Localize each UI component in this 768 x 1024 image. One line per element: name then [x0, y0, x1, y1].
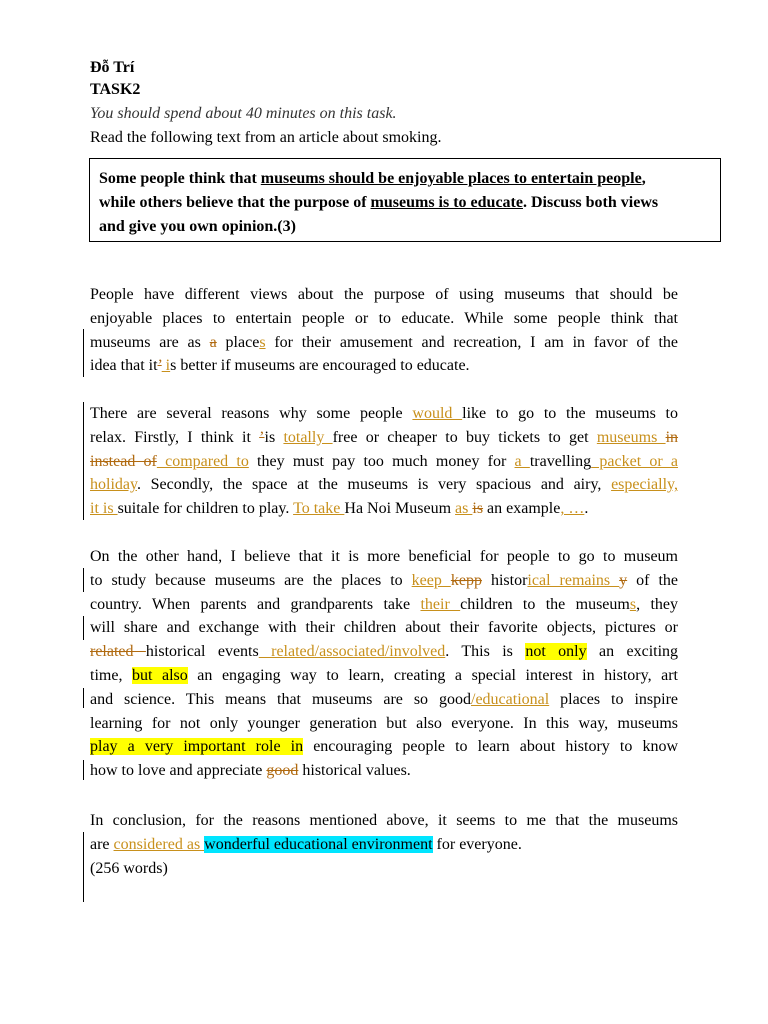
essay-text: country. When parents and grandparents take	[90, 595, 421, 613]
time-note: You should spend about 40 minutes on this task.	[90, 105, 397, 122]
word-count: (256 words)	[90, 859, 168, 877]
highlighted-text: wonderful educational environment	[204, 835, 433, 853]
inserted-text: especially,	[611, 476, 678, 494]
inserted-text: , …	[560, 500, 585, 518]
essay-paragraph-conclusion	[90, 809, 678, 880]
essay-text: historical events	[145, 643, 259, 661]
inserted-text: keep	[411, 571, 451, 589]
essay-paragraph-body-2	[90, 545, 678, 783]
deleted-text: is	[472, 500, 484, 518]
essay-text: encouraging people to learn about history to know	[303, 738, 679, 756]
inserted-text: compared to	[156, 452, 249, 470]
highlighted-text: play a very important role in	[90, 738, 304, 756]
essay-text: of the	[627, 571, 679, 589]
inserted-text: i	[161, 357, 171, 375]
prompt-line-2: while others believe that the purpose of museums is to educate. Discuss both views	[99, 193, 659, 211]
essay-text: historical values.	[298, 762, 411, 780]
essay-text: . This is	[445, 643, 526, 661]
change-bar	[83, 329, 84, 377]
essay-text: idea that it	[90, 357, 158, 375]
essay-text: place	[216, 333, 260, 351]
deleted-text: kepp	[450, 571, 482, 589]
essay-text: like to go to the museums to	[462, 405, 679, 422]
essay-text: is	[264, 428, 284, 446]
essay-text: histor	[481, 571, 528, 589]
essay-text: relax. Firstly, I think it	[90, 428, 260, 446]
essay-line: In conclusion, for the reasons mentioned above, it seems to me that the museums	[90, 812, 678, 829]
essay-line	[90, 664, 678, 688]
essay-text: time,	[90, 666, 132, 684]
essay-text: children to the museum	[460, 595, 630, 613]
prompt-line-3: and give you own opinion.(3)	[99, 217, 296, 235]
task-prompt-box	[89, 158, 721, 242]
essay-text: an example	[483, 500, 561, 518]
inserted-text: it is	[90, 500, 118, 518]
essay-line	[90, 450, 678, 474]
essay-line	[90, 593, 678, 617]
essay-line	[90, 640, 678, 664]
prompt-line-1: Some people think that museums should be enjoyable places to entertain people,	[99, 170, 646, 187]
task-label: TASK2	[90, 81, 141, 98]
essay-text: for their amusement and recreation, I am in favor of the	[265, 333, 679, 351]
change-bar	[83, 616, 84, 640]
essay-text: .	[584, 500, 589, 518]
deleted-text: ’	[259, 428, 265, 446]
essay-line	[90, 569, 678, 593]
essay-text: are	[90, 835, 114, 853]
essay-paragraph-body-1	[90, 402, 678, 521]
deleted-text: in	[665, 428, 679, 446]
inserted-text: To take	[293, 500, 345, 518]
deleted-text: ’	[157, 357, 162, 375]
deleted-text: y	[619, 571, 628, 589]
essay-text: Ha Noi Museum	[344, 500, 456, 518]
essay-text: to study because museums are the places to	[90, 571, 412, 589]
highlighted-text: not only	[525, 643, 587, 661]
essay-text: museums are as	[90, 333, 210, 351]
change-bar	[83, 402, 84, 520]
inserted-text: holiday	[90, 476, 137, 494]
essay-text: and science. This means that museums are so good	[90, 690, 471, 708]
inserted-text: museums	[596, 428, 666, 446]
essay-line	[90, 759, 678, 783]
instruction-text: Read the following text from an article about smoking.	[90, 129, 442, 146]
deleted-text: instead of	[90, 452, 157, 470]
essay-paragraph-intro	[90, 283, 678, 378]
inserted-text: considered as	[113, 835, 205, 853]
essay-text: , they	[636, 595, 678, 613]
essay-line	[90, 833, 678, 857]
author-name: Đỗ Trí	[90, 59, 135, 76]
essay-line: On the other hand, I believe that it is more beneficial for people to go to museum	[90, 548, 678, 565]
deleted-text: related	[90, 643, 146, 661]
highlighted-text: but also	[131, 666, 188, 684]
essay-line: learning for not only younger generation but also everyone. In this way, museums	[90, 714, 678, 732]
inserted-text: a	[514, 452, 530, 470]
inserted-text: ical remains	[527, 571, 620, 589]
inserted-text: /educational	[471, 690, 550, 708]
inserted-text: related/associated/involved	[258, 643, 446, 661]
inserted-text: packet or a	[591, 452, 678, 470]
essay-text: an engaging way to learn, creating a special interest in history, art	[187, 666, 678, 684]
deleted-text: good	[266, 762, 299, 780]
essay-text: suitale for children to play.	[117, 500, 294, 518]
inserted-text: as	[455, 500, 473, 518]
essay-text: they must pay too much money for	[248, 452, 515, 470]
change-bar	[83, 688, 84, 708]
essay-line: People have different views about the purpose of using museums that should be	[90, 286, 678, 303]
essay-text: how to love and appreciate	[90, 762, 267, 780]
essay-line	[90, 426, 678, 450]
essay-line: enjoyable places to entertain people or to educate. While some people think that	[90, 309, 678, 327]
essay-text: There are several reasons why some people	[90, 405, 413, 422]
inserted-text: would	[412, 405, 463, 422]
inserted-text: their	[420, 595, 461, 613]
essay-line	[90, 735, 678, 759]
inserted-text: totally	[283, 428, 333, 446]
essay-text: s better if museums are encouraged to educate.	[170, 357, 470, 375]
change-bar	[83, 832, 84, 902]
essay-text: travelling	[529, 452, 592, 470]
inserted-text: s	[259, 333, 266, 351]
essay-line	[90, 473, 678, 497]
essay-line	[90, 497, 678, 521]
essay-text: free or cheaper to buy tickets to get	[332, 428, 597, 446]
essay-line: will share and exchange with their children about their favorite objects, pictures or	[90, 619, 678, 637]
essay-line	[90, 402, 678, 426]
essay-line	[90, 688, 678, 712]
deleted-text: a	[209, 333, 217, 351]
essay-text: for everyone.	[432, 835, 522, 853]
essay-text: . Secondly, the space at the museums is very spacious and airy,	[136, 476, 612, 494]
inserted-text: s	[629, 595, 637, 613]
essay-line	[90, 354, 678, 378]
essay-line	[90, 331, 678, 355]
change-bar	[83, 760, 84, 780]
essay-text: an exciting	[586, 643, 679, 661]
essay-text: places to inspire	[549, 690, 679, 708]
change-bar	[83, 568, 84, 592]
